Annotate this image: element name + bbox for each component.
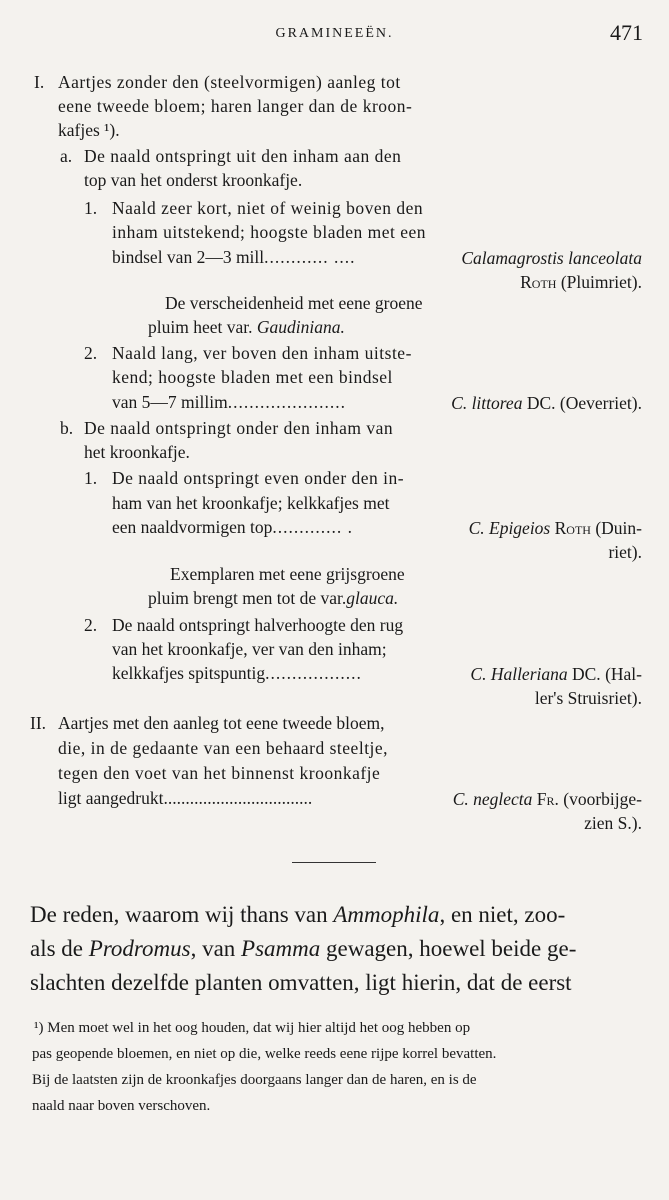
key-number: 1. [84, 198, 98, 218]
key-line: Naald zeer kort, niet of weinig boven den [112, 198, 424, 218]
dot-leader: .................................. [163, 788, 313, 808]
species-binomial: C. neglecta [452, 789, 533, 809]
common-name: (voorbijge- [563, 789, 642, 809]
dot-leader: .................. [265, 663, 362, 683]
author-abbrev: Roth [554, 518, 591, 538]
text-run: als de [30, 936, 84, 961]
key-text: bindsel van 2—3 mill [112, 247, 265, 267]
key-number: 2. [84, 615, 98, 635]
footnote-line: pas geopende bloemen, en niet op die, welke reeds eene rijpe korrel bevatten. [32, 1046, 497, 1062]
key-line: Aartjes met den aanleg tot eene tweede bloem, [58, 713, 385, 733]
species-name [451, 391, 642, 415]
key-text: pluim heet var. [148, 317, 253, 337]
footnote-line [34, 1017, 470, 1040]
key-line [58, 786, 312, 810]
work-title: Prodromus [88, 936, 191, 961]
key-letter: b. [60, 418, 74, 438]
key-line: Aartjes zonder den (steelvormigen) aanleg tot [58, 72, 401, 92]
key-letter: a. [60, 146, 73, 166]
key-text: pluim brengt men tot de var. [148, 588, 347, 608]
species-binomial: Calamagrostis lanceolata [461, 248, 642, 268]
key-number: II. [30, 713, 47, 733]
paragraph-line: slachten dezelfde planten omvatten, ligt hierin, dat de eerst [30, 970, 572, 995]
variety-name: Gaudiniana. [256, 317, 345, 337]
species-name [470, 662, 642, 686]
variety-note: Exemplaren met eene grijsgroene [170, 564, 405, 584]
genus-name: Psamma [241, 936, 321, 961]
key-line: kend; hoogste bladen met een bindsel [112, 367, 393, 387]
key-line: die, in de gedaante van een behaard steeltje, [58, 738, 389, 758]
key-text: een naaldvormigen top [112, 517, 273, 537]
species-name [453, 787, 642, 811]
text-run: De reden, waarom wij thans van [30, 902, 328, 927]
genus-name: Ammophila [333, 902, 440, 927]
dot-leader: ............ .... [264, 247, 356, 267]
common-name-cont: ler's Struisriet). [534, 688, 642, 708]
author-abbrev: Roth [520, 272, 557, 292]
section-divider [292, 862, 376, 863]
key-line [112, 661, 362, 685]
footnote-line: naald naar boven verschoven. [32, 1098, 211, 1114]
key-line: tegen den voet van het binnenst kroonkafje [58, 763, 381, 783]
variety-note: De verscheidenheid met eene groene [165, 293, 423, 313]
key-line [112, 245, 356, 269]
variety-note [148, 586, 398, 610]
key-line: De naald ontspringt onder den inham van [84, 418, 394, 438]
species-binomial: C. littorea [451, 393, 523, 413]
common-name: (Pluimriet). [560, 272, 642, 292]
key-line: De naald ontspringt even onder den in- [112, 468, 405, 488]
key-line: De naald ontspringt uit den inham aan den [84, 146, 402, 166]
text-run: , van [190, 936, 236, 961]
species-authority [520, 270, 642, 294]
footnote-marker: ¹) [34, 1020, 44, 1036]
footnote-line: Bij de laatsten zijn de kroonkafjes doorgaans langer dan de haren, en is de [32, 1072, 477, 1088]
common-name: (Oeverriet). [559, 393, 642, 413]
author-abbrev: DC. [526, 393, 556, 413]
key-number: 1. [84, 468, 98, 488]
common-name: (Hal- [605, 664, 642, 684]
variety-note [148, 315, 345, 339]
key-line: Naald lang, ver boven den inham uitste- [112, 343, 412, 363]
key-text: kelkkafjes spitspuntig [112, 663, 266, 683]
key-line: top van het onderst kroonkafje. [84, 170, 303, 190]
key-number: 2. [84, 343, 98, 363]
text-run: , en niet, zoo- [439, 902, 566, 927]
footnote-text: Men moet wel in het oog houden, dat wij hier altijd het oog hebben op [47, 1020, 471, 1036]
key-line: kafjes ¹). [58, 120, 120, 140]
species-name [461, 246, 642, 270]
key-line: het kroonkafje. [84, 442, 190, 462]
common-name-cont: zien S.). [584, 813, 642, 833]
dot-leader: ............. . [272, 517, 353, 537]
dot-leader: ...................... [227, 392, 346, 412]
key-line [112, 515, 353, 539]
species-binomial: C. Epigeios [468, 518, 551, 538]
running-header: GRAMINEEËN. [275, 26, 394, 41]
key-line: ham van het kroonkafje; kelkkafjes met [112, 493, 390, 513]
author-abbrev: Fr. [536, 789, 559, 809]
species-name [469, 516, 642, 540]
author-abbrev: DC. [572, 664, 601, 684]
paragraph-line [30, 898, 565, 932]
common-name: (Duin- [595, 518, 642, 538]
key-number: I. [34, 72, 45, 92]
page-number: 471 [610, 20, 643, 45]
paragraph-line [30, 932, 576, 966]
text-run: gewagen, hoewel beide ge- [326, 936, 577, 961]
key-line: van het kroonkafje, ver van den inham; [112, 639, 387, 659]
key-text: van 5—7 millim [112, 392, 228, 412]
key-line [112, 390, 346, 414]
key-line: inham uitstekend; hoogste bladen met een [112, 222, 427, 242]
variety-name: glauca. [346, 588, 399, 608]
species-binomial: C. Halleriana [470, 664, 568, 684]
key-text: ligt aangedrukt [58, 788, 164, 808]
key-line: eene tweede bloem; haren langer dan de kroon- [58, 96, 413, 116]
key-line: De naald ontspringt halverhoogte den rug [112, 615, 404, 635]
common-name-cont: riet). [608, 542, 642, 562]
